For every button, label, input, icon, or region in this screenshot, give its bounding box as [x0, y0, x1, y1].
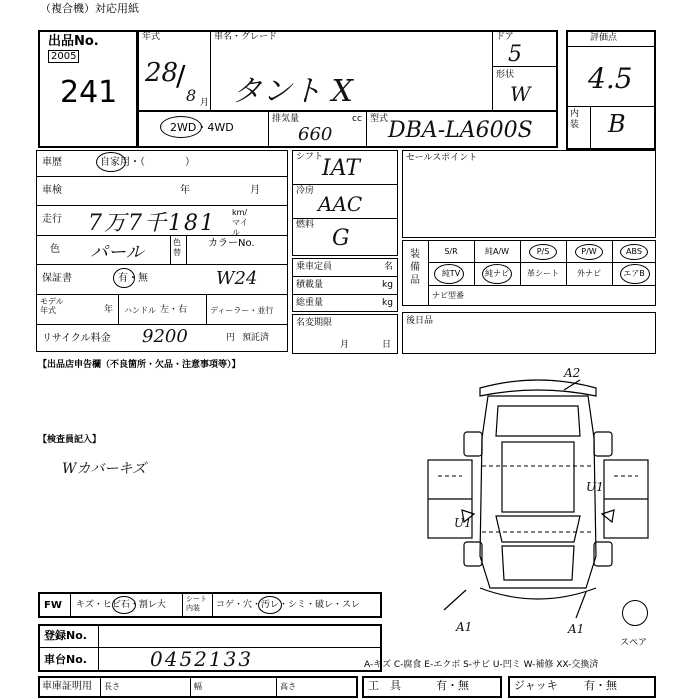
- divider: [36, 294, 288, 295]
- divider: [182, 592, 183, 618]
- year-label: 年式: [142, 32, 161, 42]
- hood-shape: [502, 546, 574, 580]
- tv-circle: [434, 264, 464, 284]
- roof-shape: [502, 442, 574, 512]
- tools-label: 工 具: [368, 679, 401, 692]
- divider: [292, 276, 398, 277]
- body-outline-shape: [480, 396, 596, 588]
- color-no-label: カラーNo.: [208, 238, 255, 249]
- year-slash: /: [176, 59, 186, 92]
- equip-sr: S/R: [444, 247, 458, 256]
- weight-unit: kg: [382, 298, 393, 308]
- warranty-circle: [113, 268, 135, 288]
- navi-circle: [482, 264, 512, 284]
- divider: [36, 264, 288, 265]
- divider: [118, 294, 119, 324]
- selling-point-label: セールスポイント: [406, 153, 478, 163]
- weight-label: 総重量: [296, 298, 324, 308]
- mileage-unit: km/マイル: [232, 208, 248, 237]
- displacement-label: 排気量: [272, 114, 300, 124]
- mark-front-right: A1: [568, 622, 585, 636]
- equip-navi: 純ナビ: [485, 269, 509, 278]
- mileage-label: 走行: [42, 214, 62, 225]
- history-value: 自家用・（ ）: [100, 157, 195, 168]
- model-year-label: モデル年式: [40, 297, 64, 315]
- handle-label: ハンドル: [124, 306, 156, 315]
- rear-bumper-shape: [480, 380, 596, 396]
- divider: [100, 676, 101, 698]
- divider: [268, 112, 269, 148]
- deadline-label: 名変期限: [296, 318, 333, 328]
- mark-top: A2: [564, 366, 581, 380]
- divider: [276, 676, 277, 698]
- door-value: 5: [508, 42, 522, 67]
- divider: [366, 112, 367, 148]
- wheel-rr-shape: [594, 432, 612, 456]
- equip-abs: ABS: [626, 247, 642, 256]
- divider: [98, 624, 99, 672]
- seat-circle: [258, 596, 282, 614]
- shift-label: シフト: [296, 152, 324, 162]
- history-circle: [96, 152, 126, 172]
- divider: [566, 106, 656, 107]
- load-label: 積載量: [296, 280, 324, 290]
- rear-glass-shape: [496, 406, 580, 436]
- color-no-value: W24: [216, 268, 258, 289]
- history-label: 車歴: [42, 157, 62, 168]
- pw-circle: [575, 244, 603, 260]
- door-label: ドア: [496, 32, 514, 42]
- cert-height: 高さ: [280, 682, 296, 691]
- equipment-label: 装備品: [410, 249, 420, 286]
- dealer-label: ディーラー・並行: [210, 306, 274, 315]
- color-value: パール: [90, 242, 144, 263]
- capacity-label: 乗車定員: [296, 262, 333, 272]
- equip-power-window: P/W: [581, 247, 597, 256]
- divider: [492, 66, 558, 67]
- ps-circle: [529, 244, 557, 260]
- equip-alloy-wheel: 純A/W: [484, 247, 510, 256]
- inspector-label: 【検査員記入】: [38, 435, 102, 445]
- name-value: タント X: [232, 74, 353, 109]
- registration-label: 登録No.: [44, 629, 87, 642]
- fuel-value: G: [332, 226, 350, 251]
- drive-circle: [160, 116, 202, 138]
- chassis-value: 0452133: [150, 647, 254, 671]
- color-label: 色: [50, 244, 60, 255]
- mileage-value: 7万7千181: [88, 211, 216, 236]
- cert-width: 幅: [194, 682, 202, 691]
- drive-label: 2WD・4WD: [170, 121, 234, 134]
- model-year-unit: 年: [104, 305, 114, 315]
- inspection-year-unit: 年: [180, 185, 190, 196]
- divider: [190, 676, 191, 698]
- name-label: 車名・グレード: [214, 32, 278, 42]
- shape-label: 形状: [496, 70, 515, 80]
- divider: [590, 106, 591, 150]
- model-value: DBA-LA600S: [388, 118, 533, 143]
- ac-value: AAC: [318, 192, 363, 216]
- recycle-unit: 円: [226, 333, 236, 343]
- ac-label: 冷房: [296, 186, 315, 196]
- wheel-fr-shape: [594, 542, 612, 566]
- score-value: 4.5: [588, 62, 633, 95]
- after-items-label: 後日品: [406, 316, 434, 326]
- chassis-label: 車台No.: [44, 653, 87, 666]
- year-value: 28: [145, 58, 179, 88]
- equip-power-steering: P/S: [536, 247, 550, 256]
- spare-label: スペア: [620, 638, 648, 648]
- deadline-day: 日: [382, 340, 392, 350]
- defects-label: 【出品店申告欄（不良箇所・欠品・注意事項等）】: [38, 360, 241, 370]
- lot-label: 出品No.: [48, 34, 99, 49]
- deadline-month: 月: [340, 340, 350, 350]
- jack-label: ジャッキ: [514, 679, 558, 692]
- windshield-shape: [496, 516, 580, 542]
- inspector-note: Wカバーキズ: [62, 461, 147, 477]
- after-items-box: [402, 312, 656, 354]
- divider: [210, 30, 211, 112]
- lot-year-tag: 2005: [48, 50, 79, 63]
- car-diagram: [418, 366, 658, 624]
- divider: [36, 176, 288, 177]
- left-table: [36, 150, 288, 352]
- jack-value: 有・無: [584, 679, 617, 692]
- cert-label: 車庫証明用: [42, 681, 92, 692]
- equip-tv: 純TV: [441, 269, 461, 278]
- fw-label: FW: [44, 600, 62, 611]
- divider: [206, 294, 207, 324]
- displacement-value: 660: [298, 124, 333, 145]
- divider: [292, 184, 398, 185]
- mark-front-left: A1: [456, 620, 473, 634]
- inspection-label: 車検: [42, 185, 62, 196]
- warranty-value: 有・無: [118, 273, 148, 284]
- divider: [428, 285, 656, 286]
- cert-length: 長さ: [104, 682, 120, 691]
- divider: [70, 592, 71, 618]
- load-unit: kg: [382, 280, 393, 290]
- damage-legend: A-キズ C-腐食 E-エクボ S-サビ U-凹ミ W-補修 XX-交換済: [364, 660, 599, 670]
- front-bumper-shape: [480, 588, 596, 599]
- fw-text: キズ・ヒビ石・割レ大: [76, 600, 166, 610]
- inspection-month-unit: 月: [250, 185, 260, 196]
- abs-circle: [620, 244, 648, 260]
- score-label: 評価点: [590, 33, 618, 43]
- model-label: 型式: [370, 114, 389, 124]
- fuel-label: 燃料: [296, 220, 315, 230]
- divider: [292, 218, 398, 219]
- month-value: 8: [186, 86, 197, 105]
- wheel-rl-shape: [464, 432, 482, 456]
- equip-leather-seat: 革シート: [527, 269, 559, 278]
- month-unit: 月: [200, 98, 210, 108]
- airbag-circle: [620, 264, 650, 284]
- shift-value: IAT: [322, 156, 361, 181]
- fw-circle: [112, 596, 136, 614]
- lot-number: 241: [60, 75, 118, 110]
- displacement-unit: cc: [352, 114, 362, 124]
- lot-box: [38, 30, 138, 148]
- interior-label: 内装: [570, 109, 580, 130]
- divider: [492, 30, 493, 112]
- divider: [212, 592, 213, 618]
- shape-value: W: [510, 82, 531, 106]
- capacity-unit: 名: [384, 262, 394, 272]
- nav-model-label: ナビ型番: [432, 291, 464, 300]
- equip-external-navi: 外ナビ: [577, 269, 601, 278]
- divider: [36, 324, 288, 325]
- form-title: （複合機）対応用紙: [40, 2, 139, 15]
- mark-left: U1: [454, 516, 472, 530]
- color-change-label: 色替: [173, 238, 181, 257]
- recycle-status: 預託済: [242, 333, 270, 343]
- divider: [170, 235, 171, 264]
- divider: [428, 262, 656, 263]
- equip-airbag: エアB: [623, 269, 645, 278]
- seat-text: コゲ・穴・汚レ・シミ・破レ・スレ: [216, 600, 361, 610]
- interior-value: B: [608, 110, 626, 138]
- spare-tire-icon: [622, 600, 648, 626]
- wheel-fl-shape: [464, 542, 482, 566]
- recycle-value: 9200: [142, 326, 188, 347]
- tools-value: 有・無: [436, 679, 469, 692]
- recycle-label: リサイクル料金: [42, 333, 111, 344]
- seat-label: シート内装: [186, 595, 207, 612]
- divider: [566, 46, 656, 47]
- divider: [186, 235, 187, 264]
- mark-right: U1: [586, 480, 604, 494]
- warranty-label: 保証書: [42, 273, 72, 284]
- handle-value: 左・右: [160, 305, 188, 315]
- divider: [292, 294, 398, 295]
